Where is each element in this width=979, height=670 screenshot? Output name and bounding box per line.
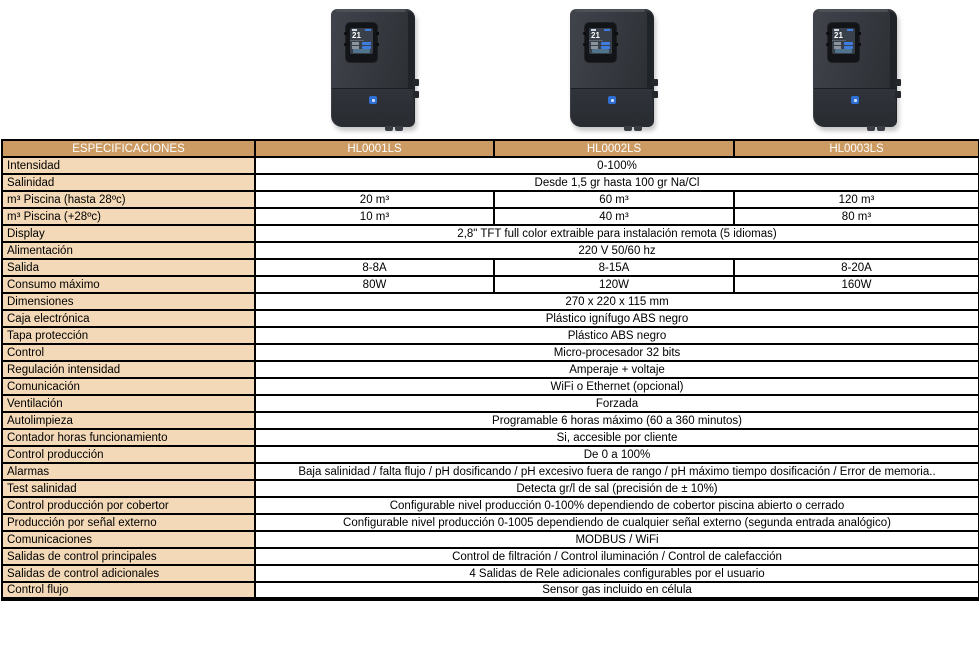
spec-label-cell: Tapa protección — [2, 327, 255, 344]
screen-bottom-bar — [353, 49, 370, 53]
table-row — [2, 208, 979, 225]
device-screen-value: 21 — [350, 31, 364, 41]
spec-label-cell: Contador horas funcionamiento — [2, 429, 255, 446]
table-row — [2, 344, 979, 361]
spec-label-cell: Salidas de control principales — [2, 548, 255, 565]
spec-value-cell-hl0002ls: 120W — [494, 276, 734, 293]
spec-value-cell-merged: Sensor gas incluido en célula — [255, 582, 979, 599]
spec-value-cell-hl0003ls: 160W — [734, 276, 979, 293]
screen-bottom-bar — [835, 49, 852, 53]
header-especificaciones: ESPECIFICACIONES — [2, 140, 255, 157]
brand-logo-icon — [608, 96, 616, 104]
bezel-button-icon — [344, 43, 347, 46]
product-images-row — [0, 0, 979, 139]
spec-value-cell-merged: 2,8" TFT full color extraible para instalación remota (5 idiomas) — [255, 225, 979, 242]
spec-value-cell-merged: Detecta gr/l de sal (precisión de ± 10%) — [255, 480, 979, 497]
bezel-button-icon — [583, 32, 586, 35]
device-body — [813, 9, 897, 127]
spec-value-cell-merged: Si, accesible por cliente — [255, 429, 979, 446]
spec-label-cell: Comunicaciones — [2, 531, 255, 548]
spec-label-cell: Dimensiones — [2, 293, 255, 310]
device-top-edge — [575, 9, 645, 12]
side-connector — [652, 91, 658, 98]
spec-value-cell-merged: Desde 1,5 gr hasta 100 gr Na/Cl — [255, 174, 979, 191]
spec-label-cell: Alarmas — [2, 463, 255, 480]
table-row — [2, 514, 979, 531]
side-connector — [413, 91, 419, 98]
spec-value-cell-merged: 270 x 220 x 115 mm — [255, 293, 979, 310]
side-connector — [895, 91, 901, 98]
table-row — [2, 259, 979, 276]
spec-value-cell-merged: Programable 6 horas máximo (60 a 360 minutos) — [255, 412, 979, 429]
spec-label-cell: Control producción por cobertor — [2, 497, 255, 514]
spec-value-cell-merged: Configurable nivel producción 0-100% dependiendo de cobertor piscina abierto o cerrado — [255, 497, 979, 514]
bezel-button-icon — [858, 43, 861, 46]
device-image-hl0003ls — [813, 9, 897, 127]
spec-value-cell-hl0003ls: 8-20A — [734, 259, 979, 276]
spec-label-cell: Control producción — [2, 446, 255, 463]
spec-label-cell: Autolimpieza — [2, 412, 255, 429]
table-header-row — [2, 140, 979, 157]
device-screen — [350, 28, 373, 54]
bezel-button-icon — [615, 32, 618, 35]
bezel-button-icon — [858, 32, 861, 35]
header-model-hl0001ls: HL0001LS — [255, 140, 494, 157]
spec-value-cell-merged: 220 V 50/60 hz — [255, 242, 979, 259]
brand-logo-icon — [851, 96, 859, 104]
spec-label-cell: Caja electrónica — [2, 310, 255, 327]
table-row — [2, 293, 979, 310]
spec-label-cell: Producción por señal externo — [2, 514, 255, 531]
spec-label-cell: m³ Piscina (+28ºc) — [2, 208, 255, 225]
spec-value-cell-hl0001ls: 10 m³ — [255, 208, 494, 225]
device-screen — [589, 28, 612, 54]
brand-logo-icon — [369, 96, 377, 104]
device-screen — [832, 28, 855, 54]
table-row — [2, 395, 979, 412]
cable-gland — [634, 126, 642, 131]
spec-value-cell-hl0002ls: 60 m³ — [494, 191, 734, 208]
spec-label-cell: Alimentación — [2, 242, 255, 259]
spec-value-cell-merged: Forzada — [255, 395, 979, 412]
spec-value-cell-merged: WiFi o Ethernet (opcional) — [255, 378, 979, 395]
side-connector — [413, 79, 419, 86]
cable-gland — [867, 126, 875, 131]
spec-label-cell: Salinidad — [2, 174, 255, 191]
table-row — [2, 548, 979, 565]
bezel-button-icon — [583, 43, 586, 46]
side-connector — [895, 79, 901, 86]
spec-value-cell-merged: Micro-procesador 32 bits — [255, 344, 979, 361]
device-lower-cover — [571, 88, 653, 127]
screen-data-row — [591, 42, 610, 45]
spec-value-cell-merged: Configurable nivel producción 0-1005 dependiendo de cualquier señal externo (segunda entrada analógico) — [255, 514, 979, 531]
screen-data-row — [834, 42, 853, 45]
header-model-hl0003ls: HL0003LS — [734, 140, 979, 157]
spec-value-cell-merged: Amperaje + voltaje — [255, 361, 979, 378]
table-row — [2, 412, 979, 429]
spec-value-cell-hl0003ls: 80 m³ — [734, 208, 979, 225]
spec-label-cell: Salidas de control adicionales — [2, 565, 255, 582]
spec-label-cell: Test salinidad — [2, 480, 255, 497]
table-row — [2, 446, 979, 463]
device-screen-value: 21 — [589, 31, 603, 41]
cable-gland — [385, 126, 393, 131]
table-row — [2, 497, 979, 514]
table-row — [2, 157, 979, 174]
device-top-edge — [336, 9, 406, 12]
device-lower-cover — [814, 88, 896, 127]
spec-value-cell-merged: Control de filtración / Control iluminación / Control de calefacción — [255, 548, 979, 565]
table-row — [2, 174, 979, 191]
device-image-hl0001ls — [331, 9, 415, 127]
table-row — [2, 225, 979, 242]
spec-label-cell: Control — [2, 344, 255, 361]
device-display-bezel — [585, 23, 616, 62]
device-top-edge — [818, 9, 888, 12]
spec-label-cell: Consumo máximo — [2, 276, 255, 293]
table-row — [2, 463, 979, 480]
bezel-button-icon — [344, 32, 347, 35]
specifications-table — [1, 139, 979, 601]
table-row — [2, 429, 979, 446]
table-row — [2, 480, 979, 497]
spec-value-cell-hl0001ls: 8-8A — [255, 259, 494, 276]
spec-label-cell: Salida — [2, 259, 255, 276]
device-display-bezel — [346, 23, 377, 62]
table-row — [2, 242, 979, 259]
device-body — [331, 9, 415, 127]
header-model-hl0002ls: HL0002LS — [494, 140, 734, 157]
spec-value-cell-hl0001ls: 20 m³ — [255, 191, 494, 208]
table-row — [2, 582, 979, 599]
bezel-button-icon — [826, 43, 829, 46]
device-body — [570, 9, 654, 127]
table-row — [2, 310, 979, 327]
spec-value-cell-hl0002ls: 40 m³ — [494, 208, 734, 225]
screen-data-row — [352, 42, 371, 45]
spec-label-cell: Display — [2, 225, 255, 242]
table-row — [2, 361, 979, 378]
device-display-bezel — [828, 23, 859, 62]
spec-table-body — [2, 157, 979, 599]
bezel-button-icon — [376, 32, 379, 35]
bezel-button-icon — [376, 43, 379, 46]
table-row — [2, 378, 979, 395]
table-row — [2, 565, 979, 582]
spec-label-cell: Ventilación — [2, 395, 255, 412]
bezel-button-icon — [615, 43, 618, 46]
spec-label-cell: Regulación intensidad — [2, 361, 255, 378]
spec-value-cell-merged: Plástico ABS negro — [255, 327, 979, 344]
table-row — [2, 327, 979, 344]
side-connector — [652, 79, 658, 86]
cable-gland — [395, 126, 403, 131]
spec-label-cell: Comunicación — [2, 378, 255, 395]
spec-label-cell: m³ Piscina (hasta 28ºc) — [2, 191, 255, 208]
table-row — [2, 276, 979, 293]
device-screen-value: 21 — [832, 31, 846, 41]
spec-value-cell-merged: MODBUS / WiFi — [255, 531, 979, 548]
spec-value-cell-merged: 0-100% — [255, 157, 979, 174]
spec-value-cell-merged: De 0 a 100% — [255, 446, 979, 463]
bezel-button-icon — [826, 32, 829, 35]
spec-value-cell-hl0001ls: 80W — [255, 276, 494, 293]
spec-value-cell-merged: 4 Salidas de Rele adicionales configurables por el usuario — [255, 565, 979, 582]
table-row — [2, 191, 979, 208]
device-image-hl0002ls — [570, 9, 654, 127]
spec-value-cell-merged: Plástico ignífugo ABS negro — [255, 310, 979, 327]
screen-bottom-bar — [592, 49, 609, 53]
device-lower-cover — [332, 88, 414, 127]
spec-label-cell: Intensidad — [2, 157, 255, 174]
table-row — [2, 531, 979, 548]
cable-gland — [624, 126, 632, 131]
cable-gland — [877, 126, 885, 131]
spec-value-cell-hl0003ls: 120 m³ — [734, 191, 979, 208]
spec-value-cell-merged: Baja salinidad / falta flujo / pH dosificando / pH excesivo fuera de rango / pH máximo tiempo dosificación / Error de memoria.. — [255, 463, 979, 480]
spec-value-cell-hl0002ls: 8-15A — [494, 259, 734, 276]
spec-label-cell: Control flujo — [2, 582, 255, 599]
